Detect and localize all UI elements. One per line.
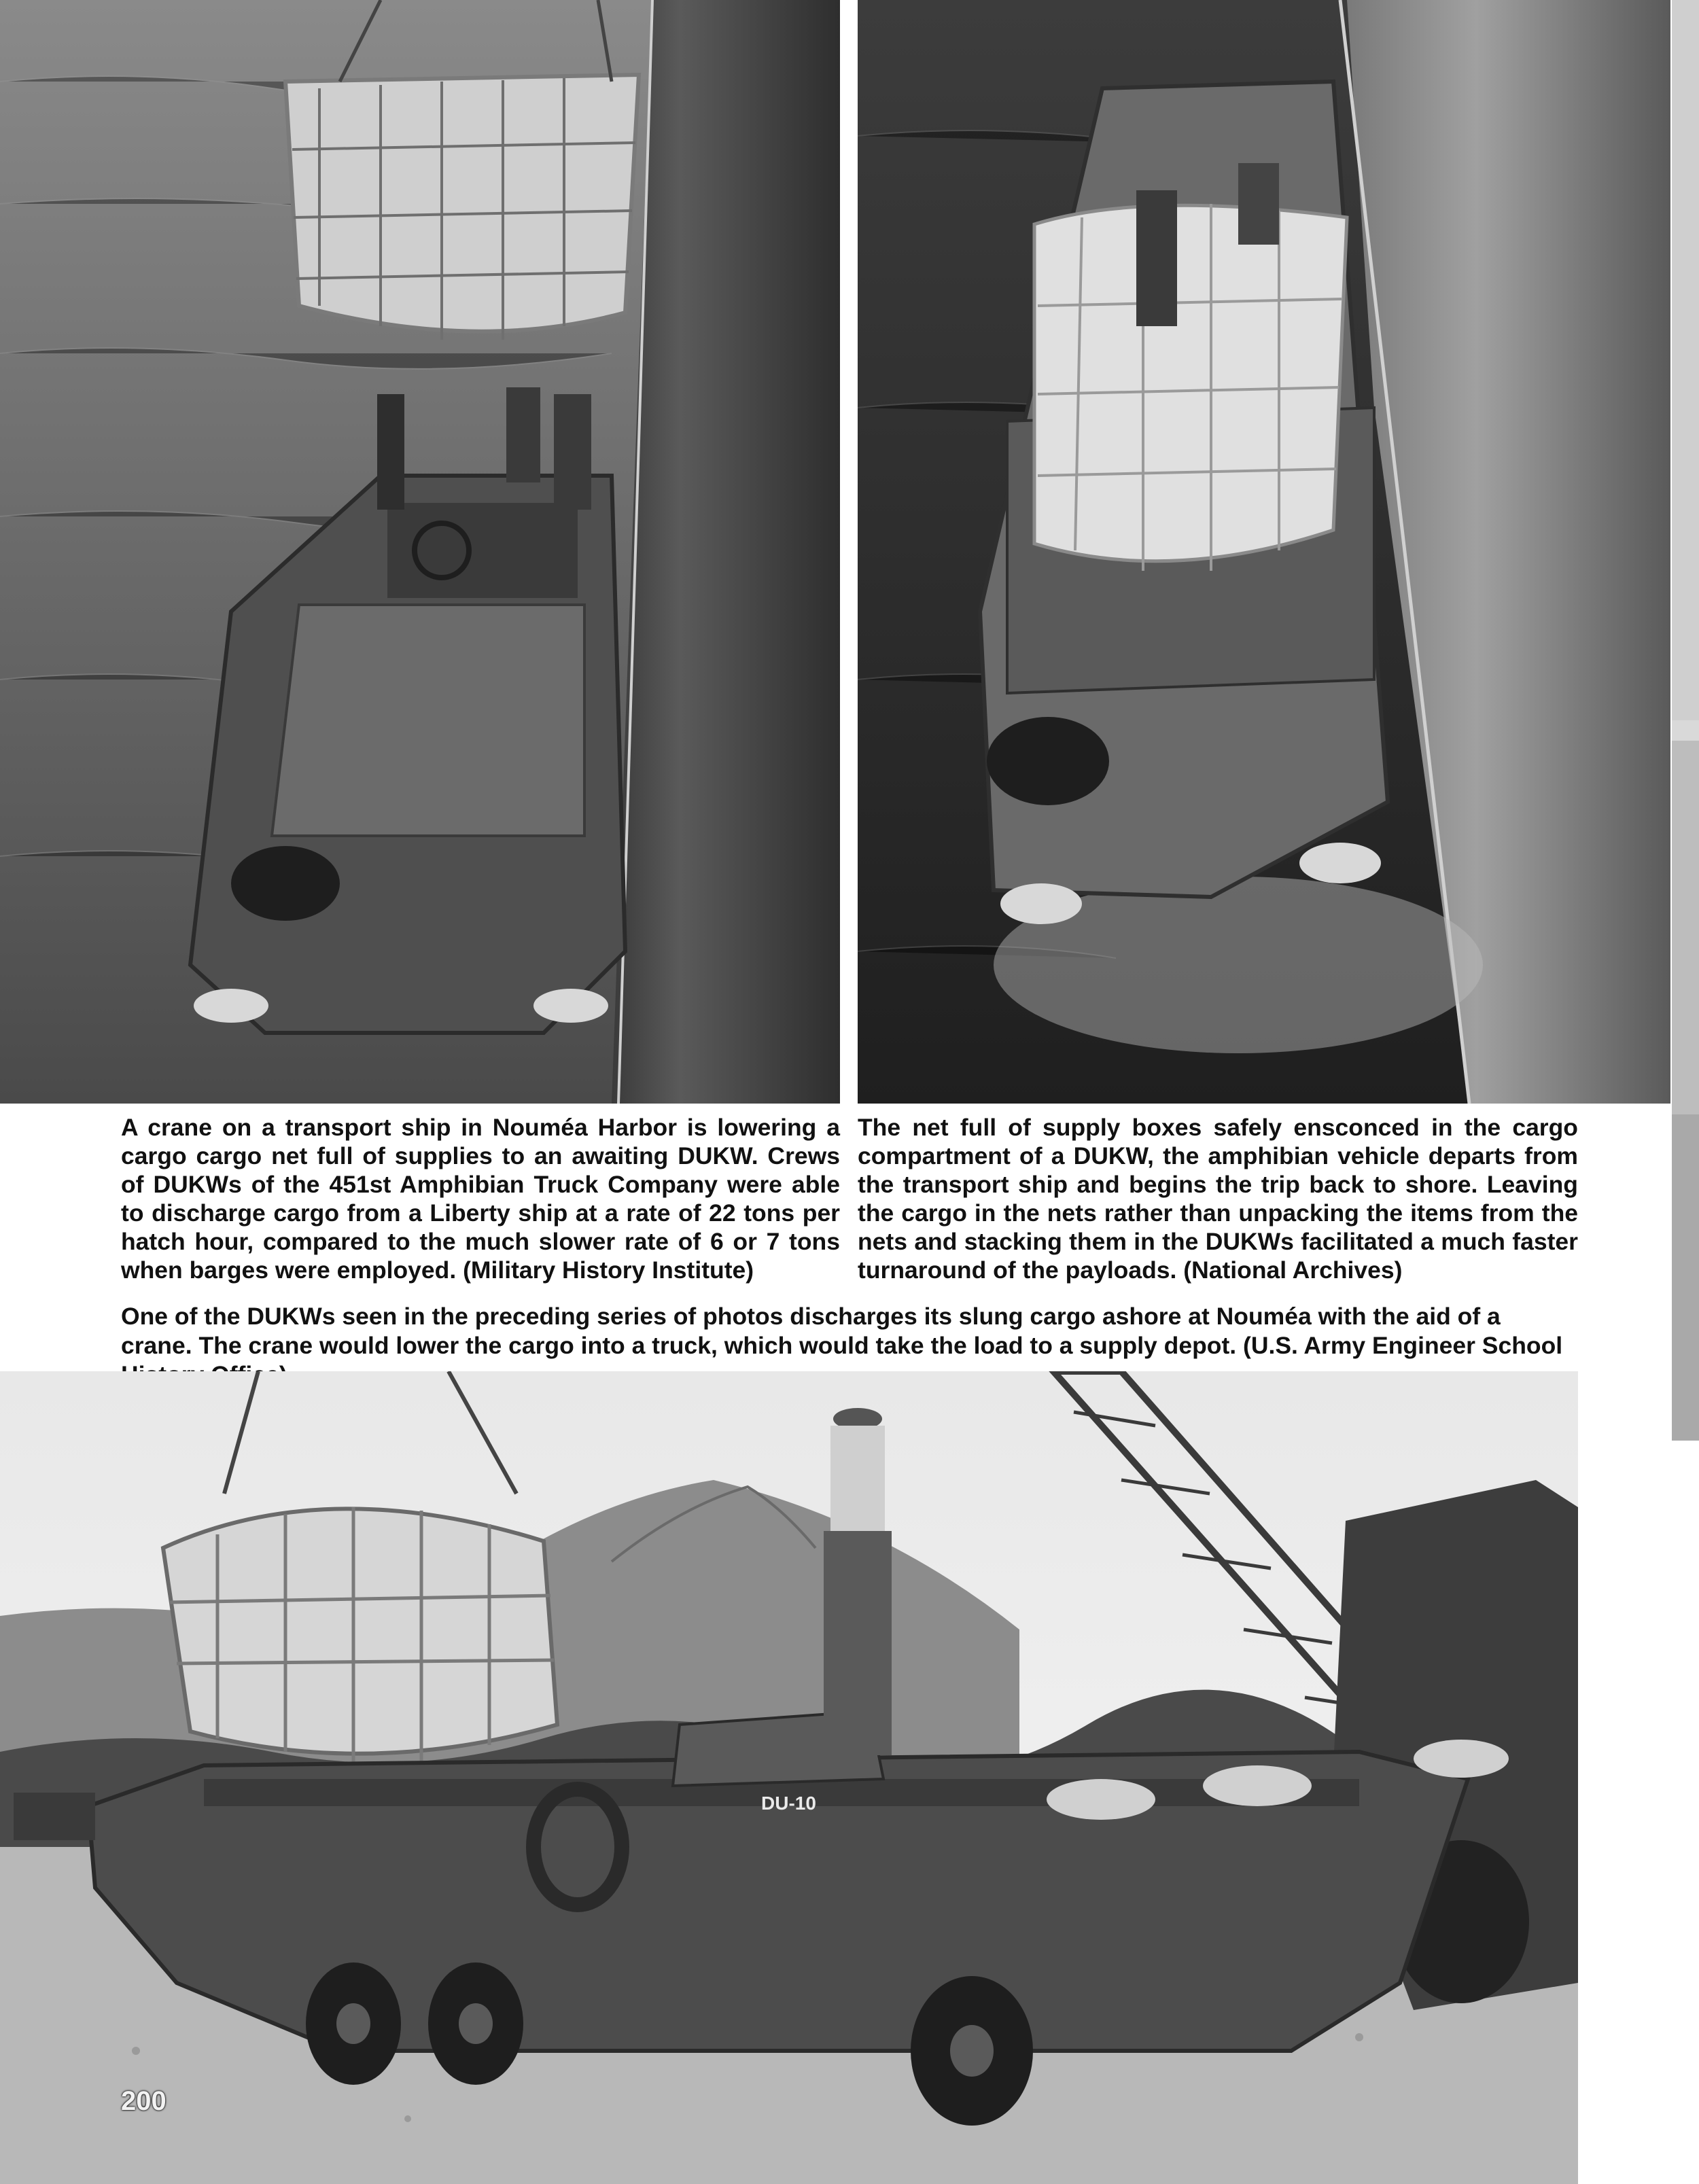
caption-dukw-departing: The net full of supply boxes safely ensconced in the cargo compartment of a DUKW, the amphibian vehicle departs from the transport ship and begins the trip back to shore. Leaving the cargo in the nets rather than unpacking the items from the nets and stacking them in the DUKWs facilitated a much faster turnaround of the payloads. (National Archives) (858, 1114, 1578, 1284)
caption-cargo-discharged-ashore: One of the DUKWs seen in the preceding series of photos discharges its slung cargo ashore at Nouméa with the aid of a crane. The crane would lower the cargo into a truck, which would take the load to a supply depot. (U.S. Army Engineer School (121, 1303, 1563, 1359)
photo-cargo-discharged-ashore-image (0, 1371, 1578, 2184)
page-number: 200 (121, 2086, 167, 2116)
photo-crane-lowering-cargo (0, 0, 840, 1104)
photo-crane-lowering-cargo-image (0, 0, 840, 1104)
photo-dukw-departing-image (858, 0, 1670, 1104)
caption-crane-lowering-cargo: A crane on a transport ship in Nouméa Harbor is lowering a cargo cargo net full of supplies to an awaiting DUKW. Crews of DUKWs of the 451st Amphibian Truck Company were able to discharge cargo from a Liberty ship at a rate of 22 tons per hatch hour, compared to the much slower rate of 6 or 7 tons when barges were employed. (Military History Institute) (121, 1114, 840, 1284)
dukw-hull-marking: DU-10 (761, 1793, 816, 1814)
photo-cargo-discharged-ashore (0, 1371, 1578, 2184)
adjacent-page-edge (1672, 0, 1699, 1441)
photo-dukw-departing (858, 0, 1670, 1104)
